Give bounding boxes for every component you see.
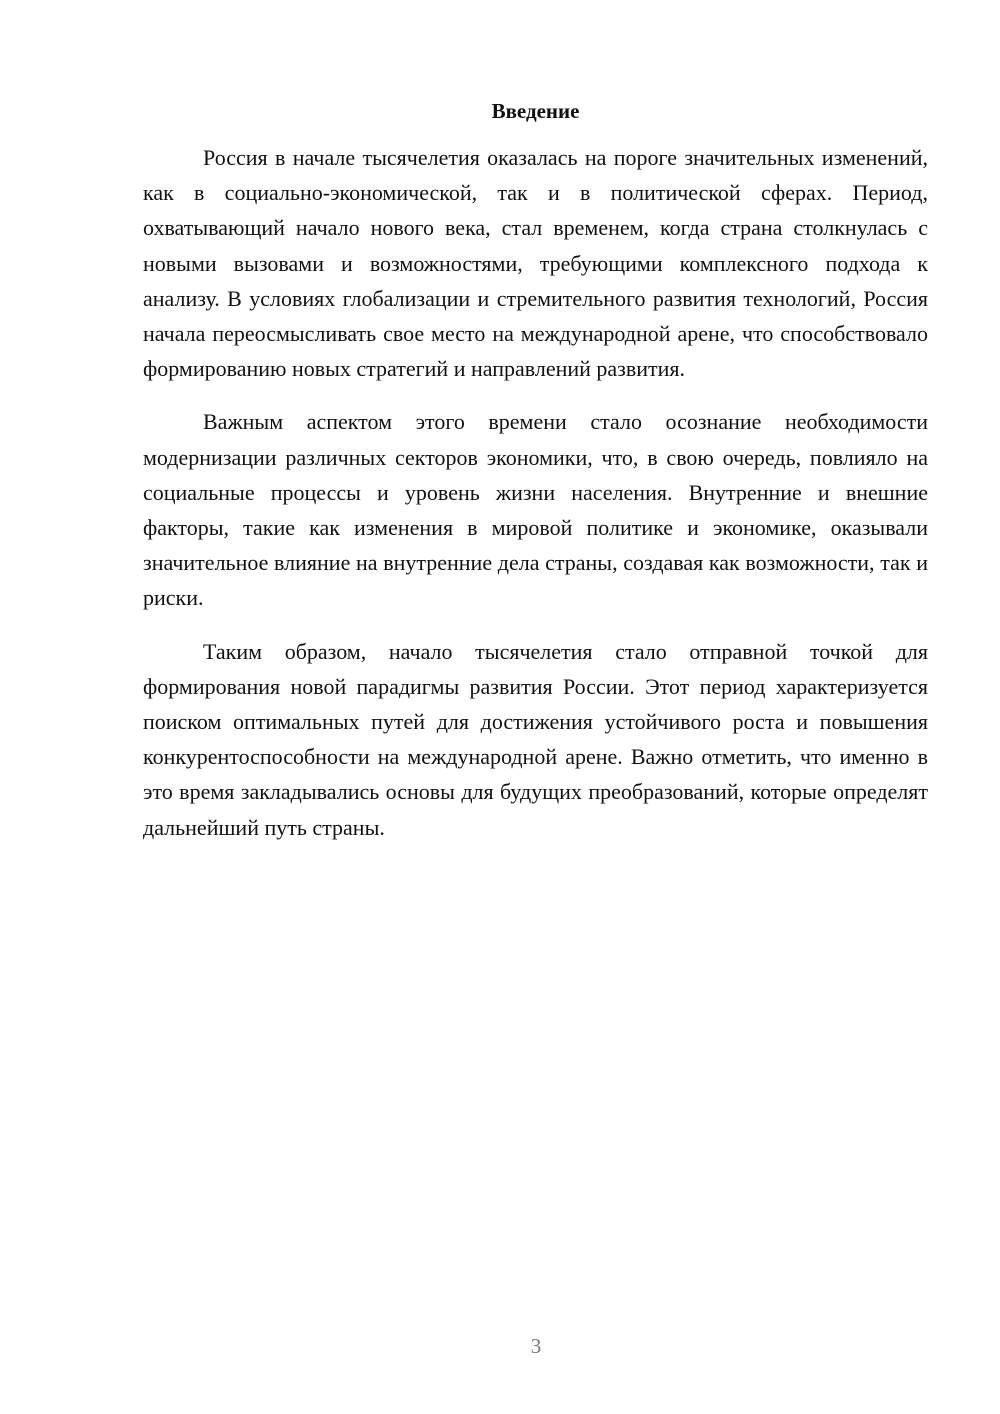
- paragraph-1: Россия в начале тысячелетия оказалась на пороге значительных изменений, как в социально-экономической, так и в политической сферах. Период, охватывающий начало нового века, стал временем, когда страна столкнулась с новыми вызовами и возможностями, требующими комплексного подхода к анализу. В условиях глобализации и стремительного развития технологий, Россия начала переосмысливать свое место на международной арене, что способствовало формированию новых стратегий и направлений развития.: [143, 145, 928, 382]
- paragraph-3: Таким образом, начало тысячелетия стало отправной точкой для формирования новой парадигмы развития России. Этот период характеризуется поиском оптимальных путей для достижения устойчивого роста и повышения конкурентоспособности на международной арене. Важно отметить, что именно в это время закладывались основы для будущих преобразований, которые определят дальнейший путь страны.: [143, 638, 928, 840]
- section-title: Введение: [491, 99, 580, 123]
- page-content: [143, 96, 928, 863]
- paragraph-2: Важным аспектом этого времени стало осознание необходимости модернизации различных секторов экономики, что, в свою очередь, повлияло на социальные процессы и уровень жизни населения. Внутренние и внешние факторы, такие как изменения в мировой политике и экономике, оказывали значительное влияние на внутренние дела страны, создавая как возможности, так и риски.: [143, 409, 928, 611]
- page-number: 3: [530, 1334, 542, 1358]
